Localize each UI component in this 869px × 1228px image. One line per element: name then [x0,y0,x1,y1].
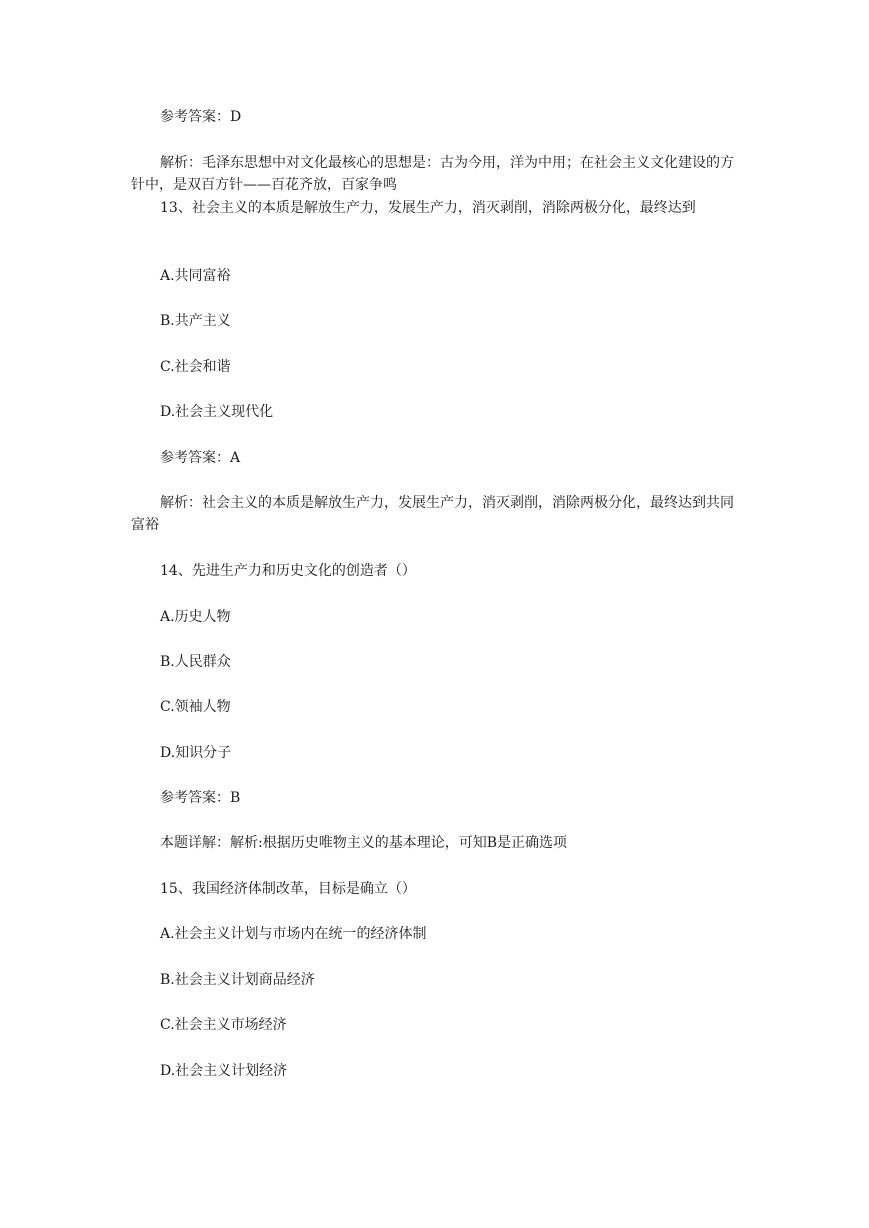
answer-line: 参考答案：D [160,109,242,125]
question-14: 14、先进生产力和历史文化的创造者（） [160,563,416,579]
option-a: A.共同富裕 [160,268,231,284]
explanation-paragraph: 本题详解：解析:根据历史唯物主义的基本理论，可知B是正确选项 [160,835,568,851]
option-d: D.社会主义计划经济 [160,1063,288,1079]
option-b: B.社会主义计划商品经济 [160,972,315,988]
explanation-paragraph: 解析：社会主义的本质是解放生产力，发展生产力，消灭剥削，消除两极分化，最终达到共同富裕 [131,495,734,533]
option-c: C.领袖人物 [160,699,231,715]
option-c: C.社会和谐 [160,359,231,375]
question-15: 15、我国经济体制改革，目标是确立（） [160,881,416,897]
option-b: B.共产主义 [160,313,231,329]
explanation-paragraph: 解析：毛泽东思想中对文化最核心的思想是：古为今用，洋为中用；在社会主义文化建设的方针中，是双百方针——百花齐放，百家争鸣 [131,155,734,193]
option-d: D.知识分子 [160,745,232,761]
question-13: 13、社会主义的本质是解放生产力，发展生产力，消灭剥削，消除两极分化，最终达到 [160,200,696,216]
option-a: A.历史人物 [160,609,231,625]
option-c: C.社会主义市场经济 [160,1017,287,1033]
option-a: A.社会主义计划与市场内在统一的经济体制 [160,926,427,942]
option-b: B.人民群众 [160,654,231,670]
option-d: D.社会主义现代化 [160,404,274,420]
answer-line: 参考答案：B [160,790,241,806]
answer-line: 参考答案：A [160,450,241,466]
